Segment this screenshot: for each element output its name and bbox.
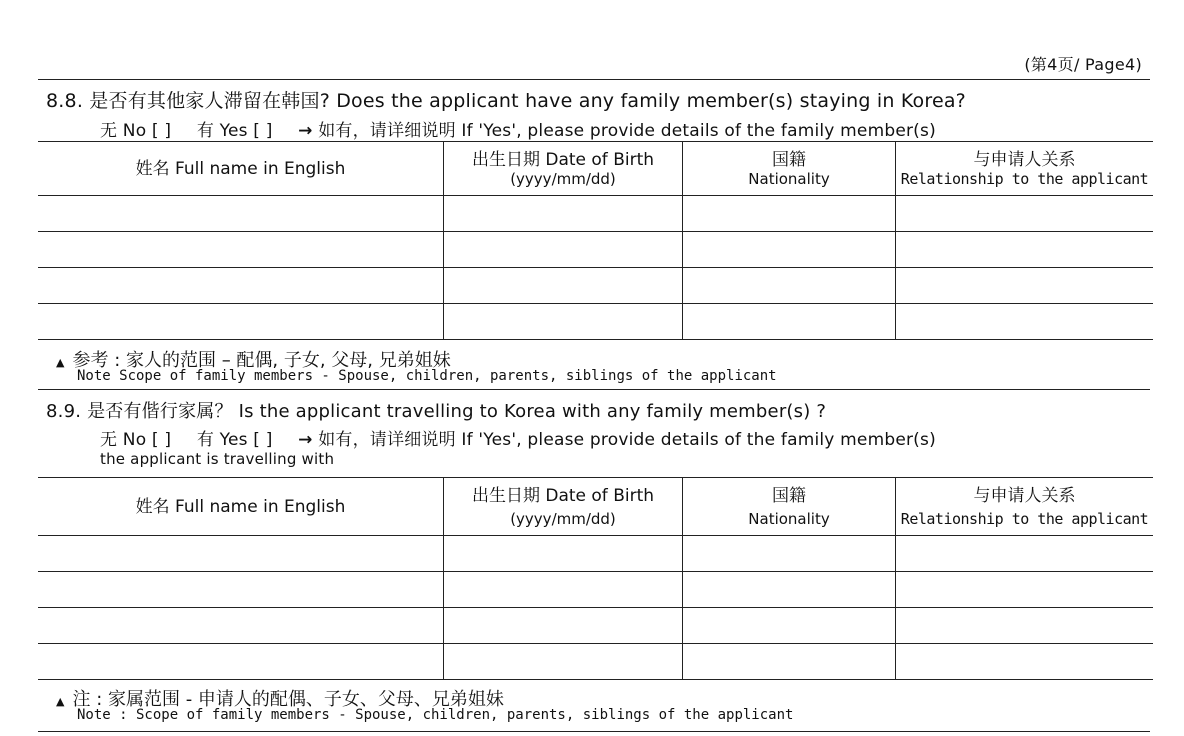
table-row [38, 196, 1153, 232]
table-row [38, 536, 1153, 572]
nationality-cell[interactable] [683, 304, 896, 340]
note-text: 注 : 家属范围 - 申请人的配偶、子女、父母、兄弟姐妹 [72, 689, 504, 710]
nationality-cell[interactable] [683, 196, 896, 232]
yes-option[interactable]: 有 Yes [ ] [196, 121, 273, 141]
family-in-korea-table [38, 141, 1153, 340]
name-cell[interactable] [38, 572, 444, 608]
question-8-9-options [100, 425, 936, 450]
name-cell[interactable] [38, 608, 444, 644]
section-divider [38, 389, 1150, 390]
relationship-cell[interactable] [896, 304, 1154, 340]
table-row [38, 232, 1153, 268]
header-full-name: 姓名 Full name in English [38, 478, 444, 536]
page-number: (第4页/ Page4) [1024, 55, 1142, 74]
header-relationship: 与申请人关系 Relationship to the applicant [896, 142, 1154, 196]
table-header-row [38, 478, 1153, 536]
header-date-of-birth: 出生日期 Date of Birth (yyyy/mm/dd) [444, 478, 683, 536]
triangle-bullet-icon: ▲ [56, 695, 65, 708]
relationship-cell[interactable] [896, 536, 1154, 572]
header-nationality: 国籍 Nationality [683, 142, 896, 196]
nationality-cell[interactable] [683, 572, 896, 608]
dob-cell[interactable] [444, 232, 683, 268]
no-option[interactable]: 无 No [ ] [100, 121, 172, 141]
details-instruction-cont: the applicant is travelling with [100, 450, 335, 468]
header-full-name: 姓名 Full name in English [38, 142, 444, 196]
details-instruction: 如有，请详细说明 If 'Yes', please provide details of the family member(s) [318, 121, 936, 141]
table-row [38, 608, 1153, 644]
header-date-of-birth: 出生日期 Date of Birth (yyyy/mm/dd) [444, 142, 683, 196]
nationality-cell[interactable] [683, 232, 896, 268]
dob-cell[interactable] [444, 536, 683, 572]
arrow-right-icon: → [298, 121, 313, 141]
nationality-cell[interactable] [683, 608, 896, 644]
table-row [38, 572, 1153, 608]
table-row [38, 644, 1153, 680]
header-relationship: 与申请人关系 Relationship to the applicant [896, 478, 1154, 536]
top-divider [38, 79, 1150, 80]
nationality-cell[interactable] [683, 644, 896, 680]
relationship-cell[interactable] [896, 232, 1154, 268]
relationship-cell[interactable] [896, 196, 1154, 232]
name-cell[interactable] [38, 268, 444, 304]
header-nationality: 国籍 Nationality [683, 478, 896, 536]
dob-cell[interactable] [444, 644, 683, 680]
question-8-8-options [100, 116, 936, 141]
note-text: 参考 : 家人的范围 – 配偶, 子女, 父母, 兄弟姐妹 [72, 350, 451, 371]
note-8-9-english: Note : Scope of family members - Spouse, children, parents, siblings of the applicant [77, 707, 794, 723]
relationship-cell[interactable] [896, 644, 1154, 680]
dob-cell[interactable] [444, 304, 683, 340]
yes-option[interactable]: 有 Yes [ ] [196, 430, 273, 450]
name-cell[interactable] [38, 536, 444, 572]
dob-cell[interactable] [444, 572, 683, 608]
bottom-divider [38, 731, 1150, 732]
table-row [38, 268, 1153, 304]
table-row [38, 304, 1153, 340]
question-8-9: 8.9. 是否有偕行家属？ Is the applicant travelling to Korea with any family member(s) ? [46, 401, 827, 422]
note-8-8-english: Note Scope of family members - Spouse, children, parents, siblings of the applicant [77, 368, 777, 384]
accompanying-family-table [38, 477, 1153, 680]
triangle-bullet-icon: ▲ [56, 356, 65, 369]
name-cell[interactable] [38, 644, 444, 680]
table-header-row [38, 142, 1153, 196]
dob-cell[interactable] [444, 268, 683, 304]
nationality-cell[interactable] [683, 268, 896, 304]
details-instruction: 如有，请详细说明 If 'Yes', please provide details of the family member(s) [318, 430, 936, 450]
name-cell[interactable] [38, 304, 444, 340]
arrow-right-icon: → [298, 430, 313, 450]
dob-cell[interactable] [444, 196, 683, 232]
relationship-cell[interactable] [896, 572, 1154, 608]
relationship-cell[interactable] [896, 608, 1154, 644]
question-8-8: 8.8. 是否有其他家人滞留在韩国? Does the applicant have any family member(s) staying in Korea? [46, 90, 966, 112]
name-cell[interactable] [38, 196, 444, 232]
dob-cell[interactable] [444, 608, 683, 644]
nationality-cell[interactable] [683, 536, 896, 572]
relationship-cell[interactable] [896, 268, 1154, 304]
no-option[interactable]: 无 No [ ] [100, 430, 172, 450]
name-cell[interactable] [38, 232, 444, 268]
